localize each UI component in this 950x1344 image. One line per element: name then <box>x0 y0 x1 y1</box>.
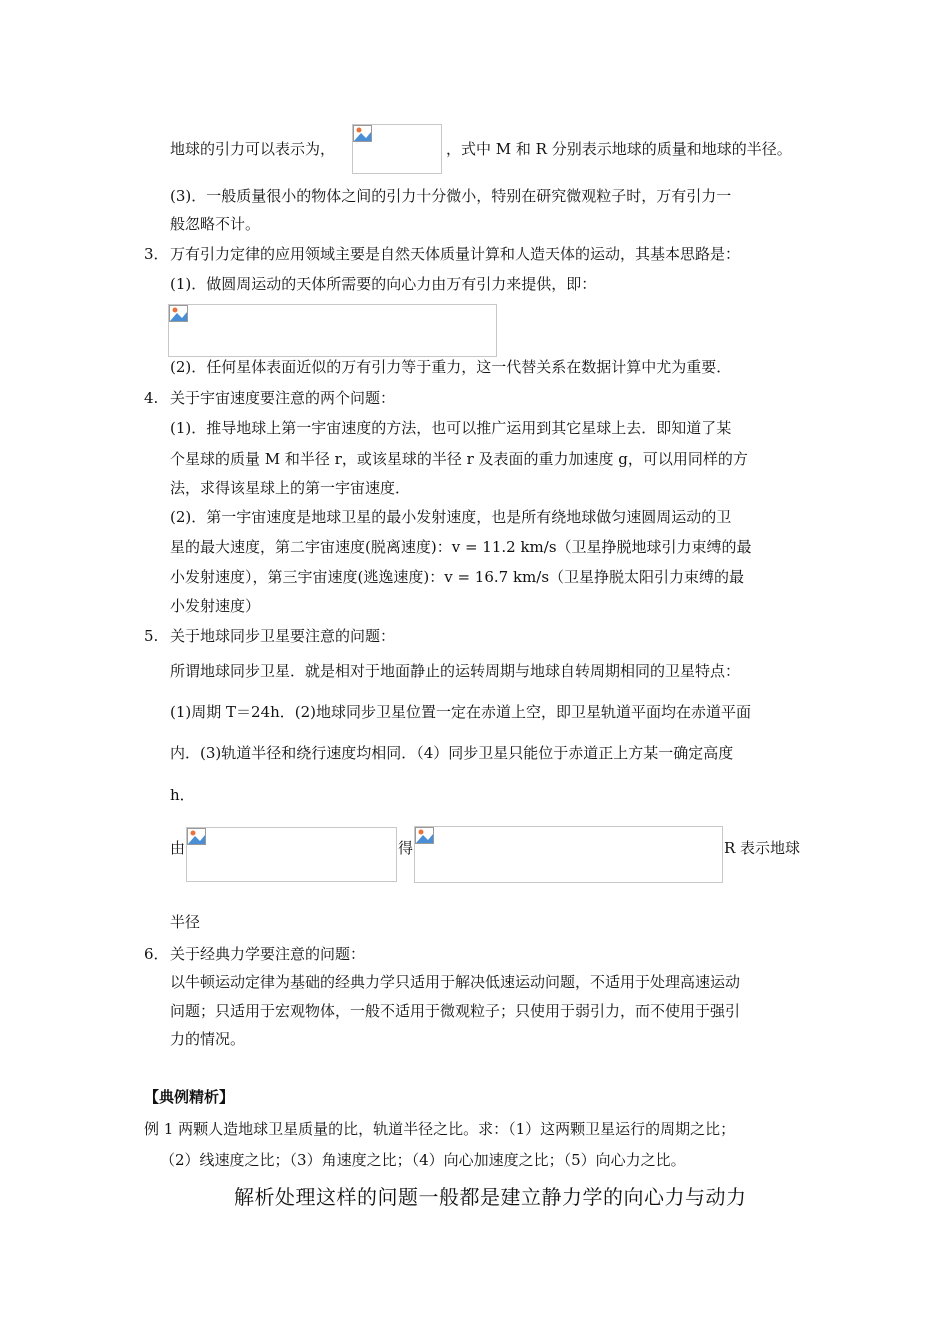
text-line: R 表示地球 <box>724 839 801 857</box>
text-line: 地球的引力可以表示为， <box>170 140 336 158</box>
text-line: 关于宇宙速度要注意的两个问题： <box>170 389 396 407</box>
formula-image-orbit-2 <box>414 826 723 883</box>
text-line: 所谓地球同步卫星．就是相对于地面静止的运转周期与地球自转周期相同的卫星特点： <box>170 662 741 680</box>
broken-image-icon <box>415 827 434 844</box>
text-line: 问题；只适用于宏观物体，一般不适用于微观粒子；只使用于弱引力，而不使用于强引 <box>170 1002 741 1020</box>
broken-image-icon <box>187 828 206 845</box>
text-line: (2)．任何星体表面近似的万有引力等于重力，这一代替关系在数据计算中尤为重要． <box>170 358 732 376</box>
text-line: 个星球的质量 M 和半径 r，或该星球的半径 r 及表面的重力加速度 g，可以用同样的方 <box>170 450 748 468</box>
text-line: h． <box>170 786 195 804</box>
formula-image-gravity <box>352 124 442 174</box>
text-line: ，式中 M 和 R 分别表示地球的质量和地球的半径。 <box>446 140 792 158</box>
text-line: 例 1 两颗人造地球卫星质量的比，轨道半径之比。求：（1）这两颗卫星运行的周期之比； <box>144 1120 736 1138</box>
text-line: 半径 <box>170 913 201 931</box>
list-number: 3． <box>144 245 169 263</box>
text-line: 关于经典力学要注意的问题： <box>170 945 366 963</box>
text-line: (1)．推导地球上第一宇宙速度的方法，也可以推广运用到其它星球上去．即知道了某 <box>170 419 732 437</box>
text-line: 星的最大速度，第二宇宙速度(脱离速度)：v = 11.2 km/s（卫星挣脱地球引力束缚的最 <box>170 538 752 556</box>
text-line: (1)周期 T＝24h．(2)地球同步卫星位置一定在赤道上空，即卫星轨道平面均在赤道平面 <box>170 703 752 721</box>
text-line: 内．(3)轨道半径和绕行速度均相同．（4）同步卫星只能位于赤道正上方某一确定高度 <box>170 744 734 762</box>
text-line: 小发射速度），第三宇宙速度(逃逸速度)：v = 16.7 km/s（卫星挣脱太阳引力束缚的最 <box>170 568 745 586</box>
text-line: (2)．第一宇宙速度是地球卫星的最小发射速度，也是所有绕地球做匀速圆周运动的卫 <box>170 508 732 526</box>
text-line: 力的情况。 <box>170 1030 246 1048</box>
list-number: 5. <box>144 627 159 645</box>
text-line: 关于地球同步卫星要注意的问题： <box>170 627 396 645</box>
text-line: 以牛顿运动定律为基础的经典力学只适用于解决低速运动问题，不适用于处理高速运动 <box>170 973 741 991</box>
text-line: (3)．一般质量很小的物体之间的引力十分微小，特别在研究微观粒子时，万有引力一 <box>170 187 732 205</box>
text-line: 般忽略不计。 <box>170 215 261 233</box>
list-number: 4. <box>144 389 159 407</box>
broken-image-icon <box>353 125 372 142</box>
list-number: 6． <box>144 945 169 963</box>
text-line: 由 <box>170 839 186 857</box>
text-line: 法，求得该星球上的第一宇宙速度． <box>170 479 411 497</box>
text-line: 小发射速度） <box>170 597 261 615</box>
text-line: 万有引力定律的应用领域主要是自然天体质量计算和人造天体的运动，其基本思路是： <box>170 245 741 263</box>
text-line: （2）线速度之比；（3）角速度之比；（4）向心加速度之比；（5）向心力之比。 <box>160 1151 686 1169</box>
broken-image-icon <box>169 305 188 322</box>
text-line: (1)．做圆周运动的天体所需要的向心力由万有引力来提供，即： <box>170 275 597 293</box>
formula-image-orbit-1 <box>186 827 397 882</box>
text-line: 得 <box>398 839 414 857</box>
section-heading: 【典例精析】 <box>144 1088 235 1106</box>
formula-image-centripetal <box>168 304 497 357</box>
text-line: 解析处理这样的问题一般都是建立静力学的向心力与动力 <box>234 1185 747 1209</box>
